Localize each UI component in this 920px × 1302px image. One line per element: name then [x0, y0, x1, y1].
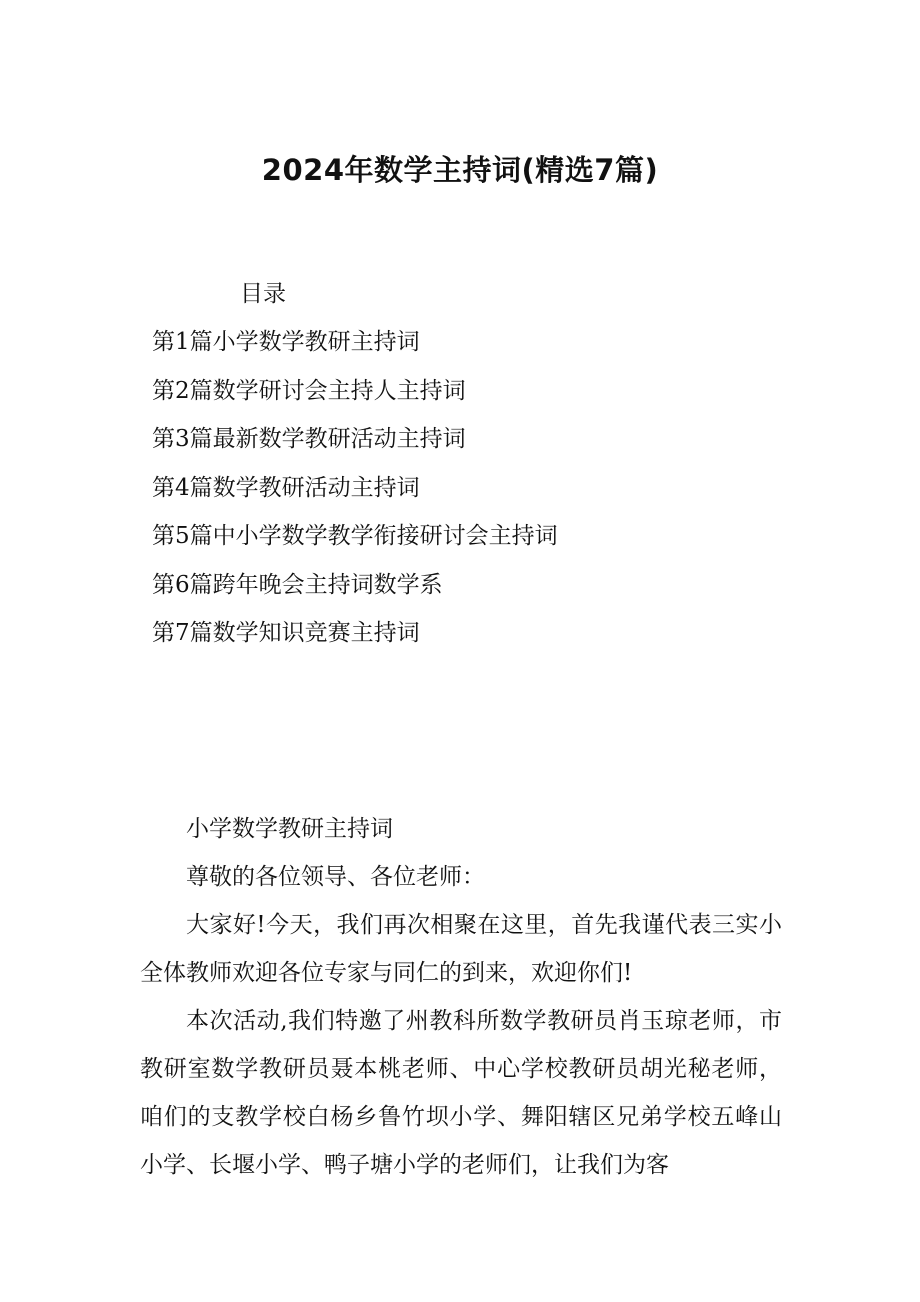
salutation-paragraph: 尊敬的各位领导、各位老师：	[186, 864, 485, 890]
toc-item-4[interactable]: 第4篇数学教研活动主持词	[152, 474, 420, 501]
document-title: 2024年数学主持词(精选7篇)	[261, 153, 659, 187]
section-title: 小学数学教研主持词	[186, 816, 393, 842]
guests-paragraph: 本次活动,我们特邀了州教科所数学教研员肖玉琼老师，市教研室数学教研员聂本桃老师、中心学校教研员胡光秘老师，咱们的支教学校白杨乡鲁竹坝小学、舞阳辖区兄弟学校五峰山小学、长堰小学、鸭子塘小学的老师们，让我们为客	[140, 1008, 782, 1178]
toc-item-6[interactable]: 第6篇跨年晚会主持词数学系	[152, 571, 443, 598]
toc-item-7[interactable]: 第7篇数学知识竞赛主持词	[152, 620, 420, 646]
toc-item-5[interactable]: 第5篇中小学数学教学衔接研讨会主持词	[152, 523, 558, 549]
table-of-contents	[152, 324, 558, 664]
toc-item-3[interactable]: 第3篇最新数学教研活动主持词	[152, 426, 466, 452]
toc-heading: 目录	[240, 281, 286, 307]
welcome-paragraph: 大家好!今天，我们再次相聚在这里，首先我谨代表三实小全体教师欢迎各位专家与同仁的到来，欢迎你们!	[140, 912, 782, 986]
toc-item-1[interactable]: 第1篇小学数学教研主持词	[152, 329, 420, 355]
document-body	[140, 805, 782, 1189]
toc-item-2[interactable]: 第2篇数学研讨会主持人主持词	[152, 377, 466, 404]
